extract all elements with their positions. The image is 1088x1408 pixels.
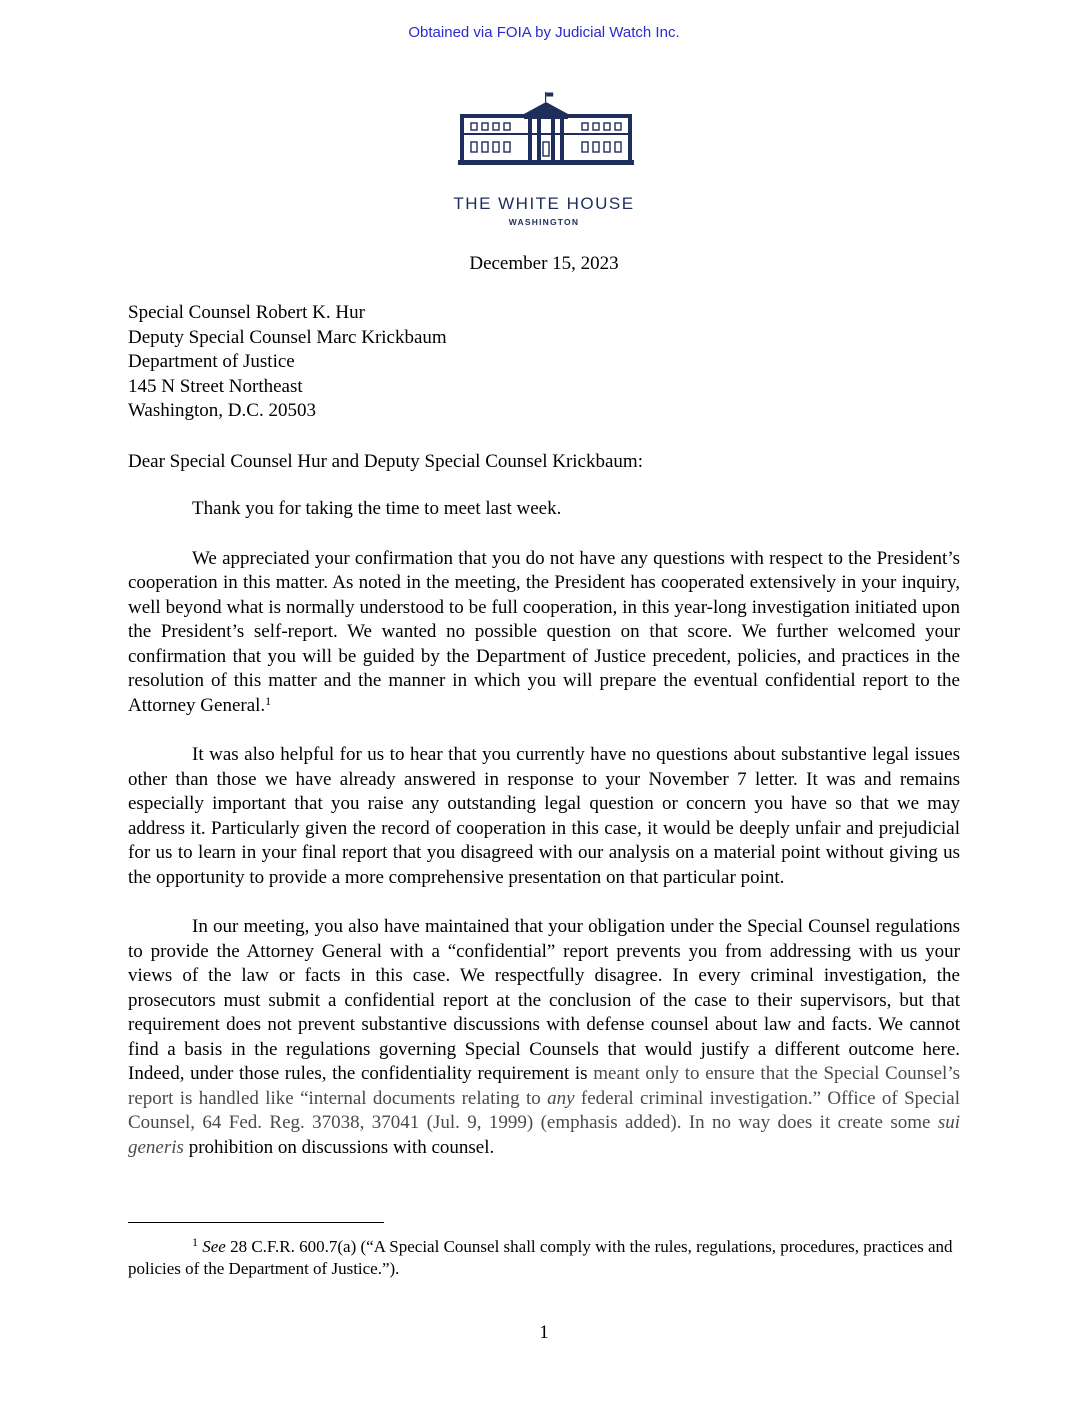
recipient-address xyxy=(128,301,960,424)
footnote-ref: 1 xyxy=(265,693,272,708)
footnote-number: 1 xyxy=(192,1235,198,1249)
address-line: Deputy Special Counsel Marc Krickbaum xyxy=(128,326,447,348)
paragraph-4-quote: meant only to ensure that the Special Counsel’s report is handled like “internal documents relating to xyxy=(128,1063,960,1109)
letter-body xyxy=(128,497,960,1160)
paragraph-4-text: In our meeting, you also have maintained that your obligation under the Special Counsel regulations to provide the Attorney General with a “confidential” report prevents you from addressing with us your views of the law or facts in this case. We respectfully disagree. In every criminal investigation, the prosecutors must submit a confidential report at the conclusion of the case to their supervisors, but that requirement does not prevent substantive discussions with defense counsel about law and facts. We cannot find a basis in the regulations governing Special Counsels that would justify a different outcome here. Indeed, under those rules, the confidentiality requirement is xyxy=(128,916,960,1084)
address-line: Department of Justice xyxy=(128,351,295,372)
paragraph-2 xyxy=(128,547,960,719)
address-line: Special Counsel Robert K. Hur xyxy=(128,302,365,323)
white-house-building-icon xyxy=(458,92,634,168)
paragraph-1: Thank you for taking the time to meet last week. xyxy=(192,498,562,519)
footnote-see: See xyxy=(202,1237,226,1256)
paragraph-3: It was also helpful for us to hear that you currently have no questions about substantive legal issues other than those we have already answered in response to your November 7 letter. It was and remains especially important that you raise any outstanding legal question or concern you have so that we may address it. Particularly given the record of cooperation in this case, it would be deeply unfair and prejudicial for us to learn in your final report that you disagreed with our analysis on a material point without giving us the opportunity to provide a more comprehensive presentation on that particular point. xyxy=(128,744,960,888)
paragraph-4-citation: federal criminal investigation.” Office of Special Counsel, 64 Fed. Reg. 37038, 37041 (Jul. 9, 1999) (emphasis added). In no way does it create some xyxy=(128,1087,961,1133)
salutation: Dear Special Counsel Hur and Deputy Special Counsel Krickbaum: xyxy=(128,451,643,472)
address-line: 145 N Street Northeast xyxy=(128,375,303,397)
page-number: 1 xyxy=(539,1322,549,1343)
paragraph-4 xyxy=(128,915,960,1160)
letter-date: December 15, 2023 xyxy=(469,253,619,274)
footnote xyxy=(128,1236,960,1280)
address-line: Washington, D.C. 20503 xyxy=(128,400,316,421)
paragraph-4-latin: sui generis xyxy=(128,1112,960,1158)
paragraph-4-emphasis: any xyxy=(547,1087,575,1109)
foia-watermark: Obtained via FOIA by Judicial Watch Inc. xyxy=(408,24,680,41)
paragraph-4-end: prohibition on discussions with counsel. xyxy=(183,1136,495,1158)
footnote-text: 28 C.F.R. 600.7(a) (“A Special Counsel shall comply with the rules, regulations, procedures, practices and policies of the Department of Justice.”). xyxy=(128,1237,953,1278)
letterhead-subtitle: WASHINGTON xyxy=(508,217,580,227)
letterhead-title: THE WHITE HOUSE xyxy=(453,194,635,213)
footnote-divider xyxy=(128,1222,384,1223)
paragraph-2-text: We appreciated your confirmation that you do not have any questions with respect to the President’s cooperation in this matter. As noted in the meeting, the President has cooperated extensively in your inquiry, well beyond what is normally understood to be full cooperation, in this year-long investigation initiated upon the President’s self-report. We wanted no possible question on that score. We further welcomed your confirmation that you will be guided by the Department of Justice precedent, policies, and practices in the resolution of this matter and the manner in which you will prepare the eventual confidential report to the Attorney General. xyxy=(128,547,960,716)
